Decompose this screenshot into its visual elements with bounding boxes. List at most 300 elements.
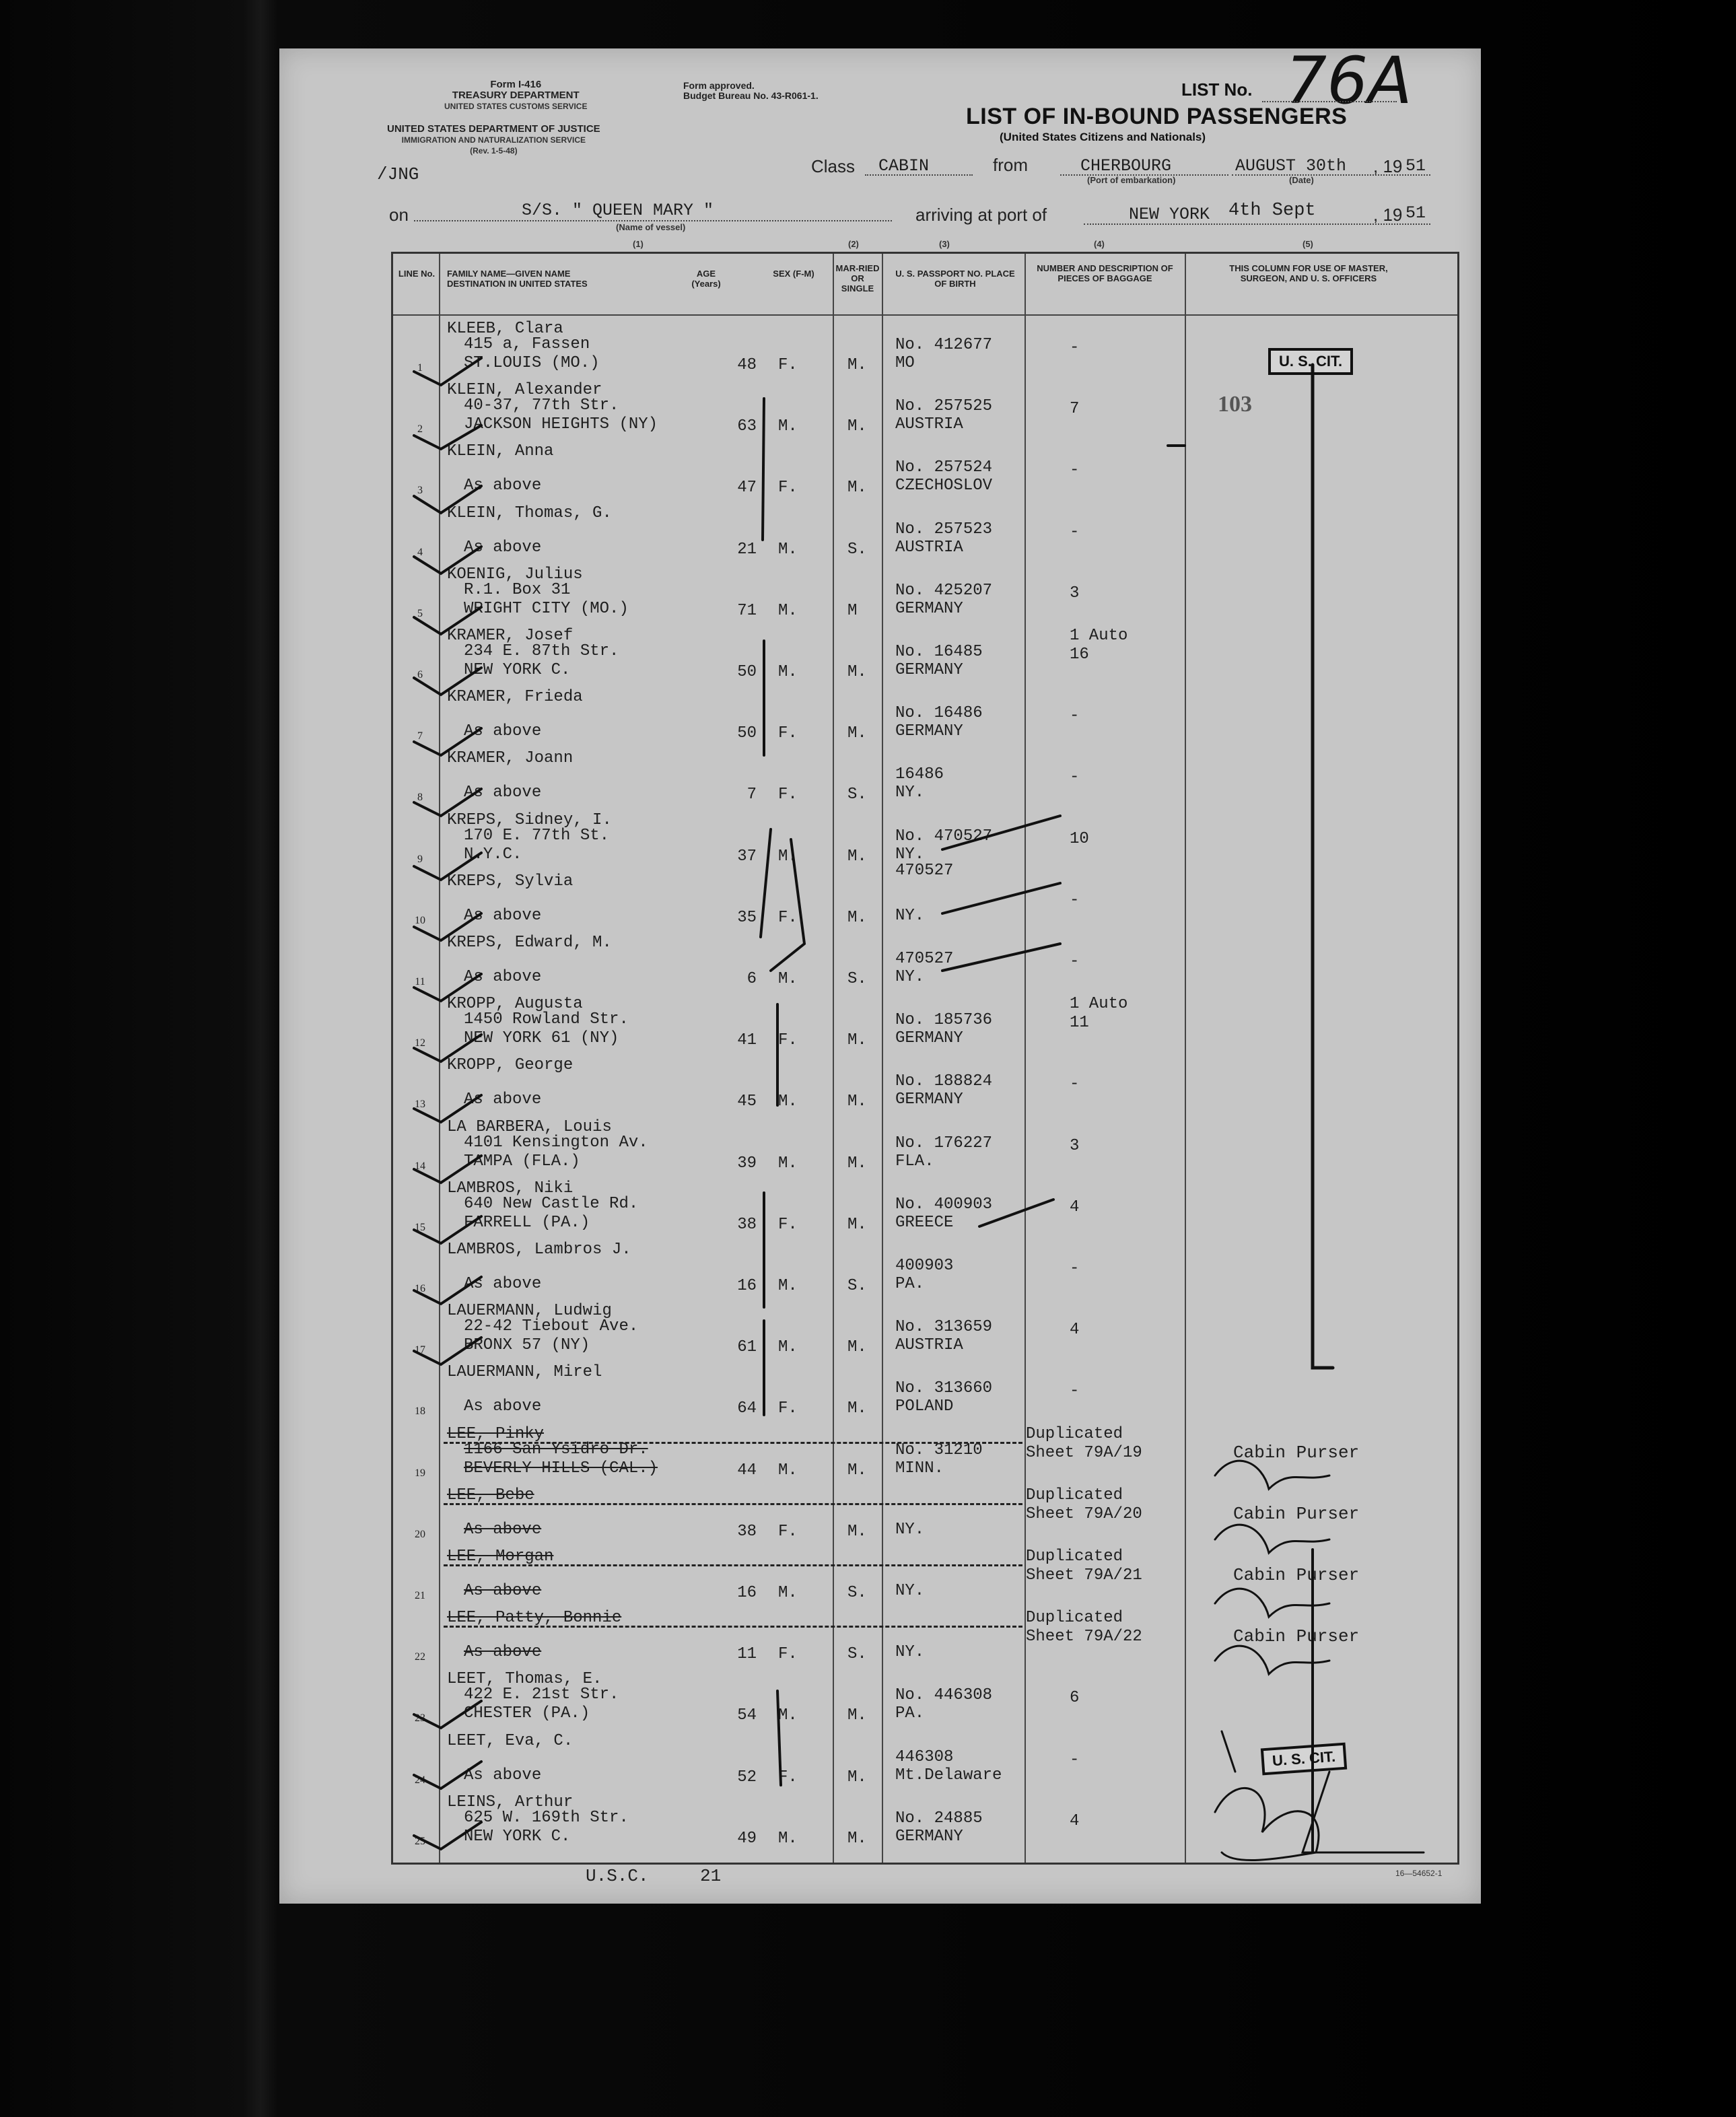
- baggage-line-2: -: [1070, 1075, 1080, 1094]
- table-row: [393, 809, 1457, 880]
- column-number-3: (3): [939, 239, 950, 249]
- baggage-line-1: Duplicated: [1026, 1609, 1123, 1628]
- age: 47: [737, 479, 757, 497]
- line-number: 18: [415, 1405, 425, 1418]
- marital-status: M.: [847, 1829, 867, 1848]
- sex: M.: [778, 1092, 798, 1111]
- place-of-birth: CZECHOSLOV: [895, 477, 993, 495]
- marital-status: S.: [847, 540, 867, 559]
- passport-number: No. 400903: [895, 1195, 993, 1214]
- line-number: 16: [415, 1283, 425, 1294]
- revision-date: (Rev. 1-5-48): [470, 146, 518, 155]
- baggage-line-2: Sheet 79A/21: [1026, 1566, 1142, 1585]
- place-of-birth: GERMANY: [895, 661, 963, 679]
- passenger-name: LAMBROS, Lambros J.: [447, 1241, 631, 1259]
- passenger-name: KREPS, Edward, M.: [447, 934, 612, 952]
- baggage-line-1: Duplicated: [1026, 1424, 1123, 1443]
- vessel-underline: [414, 220, 892, 221]
- age: 71: [737, 601, 757, 620]
- line-number: 9: [417, 853, 423, 865]
- address-line-2: As above: [464, 1766, 542, 1784]
- place-of-birth: MO: [895, 354, 915, 372]
- address-line-2: As above: [464, 1520, 542, 1539]
- place-of-birth: GERMANY: [895, 722, 963, 741]
- place-of-birth: AUSTRIA: [895, 415, 963, 434]
- age: 39: [737, 1154, 757, 1173]
- form-approved-text: Form approved.: [683, 80, 755, 91]
- passport-number: 16486: [895, 765, 944, 784]
- address-line-2: As above: [464, 906, 542, 925]
- passenger-name: KLEIN, Anna: [447, 442, 554, 461]
- marital-status: S.: [847, 1645, 867, 1664]
- marital-status: M.: [847, 479, 867, 497]
- address-line-1: 625 W. 169th Str.: [464, 1808, 629, 1827]
- passport-number: No. 257523: [895, 520, 993, 539]
- list-number-handwritten: 76A: [1286, 43, 1412, 118]
- marital-status: M.: [847, 847, 867, 866]
- passenger-name: LEET, Eva, C.: [447, 1731, 574, 1750]
- line-number: 10: [415, 914, 425, 926]
- sex: M.: [778, 540, 798, 559]
- marital-status: M.: [847, 1768, 867, 1786]
- place-of-birth: PA.: [895, 1704, 925, 1723]
- address-line-2: As above: [464, 477, 542, 495]
- address-line-2: N.Y.C.: [464, 845, 522, 864]
- age: 38: [737, 1522, 757, 1541]
- baggage-line-2: 3: [1070, 584, 1080, 602]
- marital-status: M.: [847, 1522, 867, 1541]
- arriving-label: arriving at port of: [915, 205, 1047, 225]
- passenger-name: KRAMER, Frieda: [447, 688, 583, 707]
- line-number: 4: [417, 546, 423, 558]
- marital-status: M.: [847, 1399, 867, 1418]
- table-row: [393, 1484, 1457, 1546]
- passenger-name: KROPP, George: [447, 1056, 574, 1075]
- baggage-line-2: -: [1070, 891, 1080, 909]
- list-number-underline: [1262, 101, 1397, 102]
- table-row: [393, 1361, 1457, 1422]
- baggage-line-2: 4: [1070, 1811, 1080, 1830]
- age: 63: [737, 417, 757, 436]
- form-header-left: [444, 79, 587, 112]
- sex: F.: [778, 356, 798, 374]
- sex: F.: [778, 1522, 798, 1541]
- baggage-line-2: 16: [1070, 646, 1089, 664]
- baggage-line-2: 11: [1070, 1014, 1089, 1033]
- age: 37: [737, 847, 757, 866]
- passenger-name: LA BARBERA, Louis: [447, 1117, 612, 1136]
- passenger-table: [391, 252, 1459, 1865]
- age: 35: [737, 908, 757, 927]
- passenger-name: LEE, Pinky: [447, 1424, 545, 1443]
- vessel-name: S/S. " QUEEN MARY ": [522, 201, 714, 220]
- sex: M.: [778, 1461, 798, 1480]
- marital-status: S.: [847, 1584, 867, 1602]
- passport-number: No. 185736: [895, 1011, 993, 1030]
- address-line-1: 234 E. 87th Str.: [464, 642, 619, 660]
- passport-number: No. 257524: [895, 458, 993, 477]
- table-row: [393, 1546, 1457, 1607]
- table-row: [393, 932, 1457, 993]
- col-header-line: LINE No.: [398, 269, 436, 279]
- line-number: 7: [417, 730, 423, 742]
- age: 50: [737, 663, 757, 681]
- marital-status: M.: [847, 663, 867, 681]
- place-of-birth: NY.: [895, 1582, 925, 1600]
- passenger-name: LEE, Patty, Bonnie: [447, 1609, 622, 1628]
- baggage-line-2: -: [1070, 1750, 1080, 1769]
- passport-number: No. 470527: [895, 827, 993, 845]
- line-number: 12: [415, 1037, 425, 1049]
- address-line-2: As above: [464, 1397, 542, 1416]
- purser-note: Cabin Purser: [1233, 1442, 1360, 1463]
- address-line-2: As above: [464, 538, 542, 557]
- table-row: [393, 502, 1457, 563]
- address-line-2: CHESTER (PA.): [464, 1704, 590, 1723]
- us-citizen-stamp-lower: U. S. CIT.: [1261, 1743, 1348, 1776]
- col-header-name: FAMILY NAME—GIVEN NAME DESTINATION IN UNITED STATES: [447, 269, 588, 289]
- sex: F.: [778, 1768, 798, 1786]
- marital-status: M.: [847, 1461, 867, 1480]
- table-row: [393, 1791, 1457, 1852]
- manifest-sheet: [279, 43, 1481, 1904]
- purser-note: Cabin Purser: [1233, 1626, 1360, 1647]
- list-number-label: LIST No.: [1181, 79, 1253, 100]
- address-line-2: JACKSON HEIGHTS (NY): [464, 415, 658, 434]
- table-row: [393, 747, 1457, 808]
- date-caption: (Date): [1289, 175, 1314, 185]
- from-value: CHERBOURG: [1080, 156, 1172, 176]
- line-number: 21: [415, 1590, 425, 1601]
- address-line-2: WRIGHT CITY (MO.): [464, 599, 629, 618]
- marital-status: M.: [847, 1031, 867, 1050]
- sex: F.: [778, 1215, 798, 1234]
- sex: F.: [778, 724, 798, 743]
- marital-status: M.: [847, 908, 867, 927]
- class-value: CABIN: [878, 156, 930, 176]
- passport-number: No. 446308: [895, 1686, 993, 1705]
- address-line-1: 415 a, Fassen: [464, 335, 590, 353]
- address-line-2: As above: [464, 784, 542, 802]
- age: 48: [737, 356, 757, 374]
- address-line-2: As above: [464, 1643, 542, 1662]
- baggage-line-1: Duplicated: [1026, 1486, 1123, 1504]
- address-line-1: R.1. Box 31: [464, 580, 571, 599]
- header-divider: [393, 314, 1457, 316]
- line-number: 23: [415, 1712, 425, 1725]
- marital-status: M.: [847, 1215, 867, 1234]
- age: 38: [737, 1215, 757, 1234]
- passenger-name: KOENIG, Julius: [447, 565, 583, 584]
- baggage-line-2: -: [1070, 952, 1080, 971]
- column-number-2: (2): [848, 239, 859, 249]
- passenger-name: LEET, Thomas, E.: [447, 1670, 602, 1689]
- passport-number: 470527: [895, 950, 954, 968]
- address-line-2: As above: [464, 968, 542, 986]
- marital-status: S.: [847, 786, 867, 804]
- row-strike-line: [444, 1564, 1022, 1566]
- sex: M.: [778, 1829, 798, 1848]
- passenger-name: KREPS, Sidney, I.: [447, 810, 612, 829]
- document-title: LIST OF IN-BOUND PASSENGERS: [966, 104, 1348, 129]
- age: 64: [737, 1399, 757, 1418]
- sex: F.: [778, 1399, 798, 1418]
- table-row: [393, 563, 1457, 625]
- passenger-name: KRAMER, Josef: [447, 627, 574, 645]
- row-strike-line: [444, 1503, 1022, 1505]
- age: 11: [737, 1645, 757, 1664]
- line-number: 5: [417, 607, 423, 619]
- vessel-caption: (Name of vessel): [616, 222, 686, 232]
- place-of-birth: NY.: [895, 845, 925, 864]
- passport-number: 400903: [895, 1257, 954, 1275]
- doj-header: [387, 124, 600, 156]
- line-number: 15: [415, 1221, 425, 1233]
- passport-number-correction: 470527: [895, 861, 954, 880]
- sex: M.: [778, 1277, 798, 1295]
- age: 7: [747, 786, 757, 804]
- column-number-5: (5): [1303, 239, 1313, 249]
- passenger-name: LAUERMANN, Mirel: [447, 1363, 602, 1382]
- place-of-birth: GERMANY: [895, 599, 963, 618]
- place-of-birth: POLAND: [895, 1397, 954, 1416]
- table-row: [393, 1054, 1457, 1115]
- customs-name: UNITED STATES CUSTOMS SERVICE: [444, 102, 588, 111]
- baggage-line-2: 7: [1070, 400, 1080, 419]
- baggage-line-2: Sheet 79A/22: [1026, 1628, 1142, 1646]
- line-number: 14: [415, 1160, 425, 1172]
- address-line-2: BRONX 57 (NY): [464, 1336, 590, 1355]
- passport-number: No. 425207: [895, 581, 993, 600]
- sex: F.: [778, 1645, 798, 1664]
- passport-number: No. 257525: [895, 397, 993, 416]
- line-number: 11: [415, 976, 425, 987]
- age: 50: [737, 724, 757, 743]
- passport-number: No. 16486: [895, 704, 983, 723]
- line-number: 25: [415, 1835, 425, 1847]
- marital-status: M.: [847, 1338, 867, 1357]
- age: 6: [747, 970, 757, 988]
- on-label: on: [389, 205, 409, 225]
- sex: M.: [778, 847, 798, 866]
- date-underline: [1232, 174, 1430, 176]
- table-row: [393, 1116, 1457, 1177]
- table-row: [393, 1239, 1457, 1300]
- col-header-officers: THIS COLUMN FOR USE OF MASTER, SURGEON, AND U. S. OFFICERS: [1229, 263, 1388, 283]
- age: 16: [737, 1584, 757, 1602]
- baggage-line-1: 1 Auto: [1070, 627, 1128, 645]
- sex: F.: [778, 908, 798, 927]
- place-of-birth: GERMANY: [895, 1029, 963, 1048]
- dept-name: TREASURY DEPARTMENT: [452, 90, 580, 101]
- purser-note: Cabin Purser: [1233, 1565, 1360, 1585]
- count-stamp: 103: [1218, 392, 1252, 417]
- passenger-name: KRAMER, Joann: [447, 749, 574, 768]
- age: 49: [737, 1829, 757, 1848]
- passenger-name: LAMBROS, Niki: [447, 1179, 574, 1198]
- purser-note: Cabin Purser: [1233, 1503, 1360, 1524]
- address-line-2: TAMPA (FLA.): [464, 1152, 580, 1171]
- table-row: [393, 379, 1457, 440]
- age: 44: [737, 1461, 757, 1480]
- us-citizen-stamp: U. S. CIT.: [1268, 348, 1353, 375]
- address-line-2: FARRELL (PA.): [464, 1213, 590, 1232]
- age: 45: [737, 1092, 757, 1111]
- baggage-line-2: -: [1070, 768, 1080, 787]
- address-line-1: 422 E. 21st Str.: [464, 1686, 619, 1704]
- sex: M.: [778, 663, 798, 681]
- sex: M.: [778, 970, 798, 988]
- age: 54: [737, 1706, 757, 1725]
- baggage-line-2: 10: [1070, 829, 1089, 848]
- arrival-underline: [1084, 223, 1430, 225]
- passport-number: 446308: [895, 1747, 954, 1766]
- budget-bureau-text: Budget Bureau No. 43-R061-1.: [683, 90, 819, 101]
- address-line-2: NEW YORK 61 (NY): [464, 1029, 619, 1048]
- table-row: [393, 1423, 1457, 1484]
- line-number: 3: [417, 485, 423, 497]
- passport-number: No. 412677: [895, 336, 993, 354]
- age: 52: [737, 1768, 757, 1786]
- arrival-date: 4th Sept: [1228, 201, 1316, 221]
- place-of-birth: NY.: [895, 968, 925, 986]
- place-of-birth: AUSTRIA: [895, 538, 963, 557]
- line-number: 24: [415, 1774, 425, 1786]
- age: 61: [737, 1338, 757, 1357]
- passport-number: No. 31210: [895, 1441, 983, 1459]
- address-line-2: As above: [464, 1090, 542, 1109]
- baggage-line-2: -: [1070, 707, 1080, 726]
- table-row: [393, 625, 1457, 686]
- arrival-year: 51: [1405, 203, 1426, 223]
- address-line-1: 1166 San Ysidro Dr.: [464, 1440, 648, 1459]
- form-number: Form I-416: [490, 79, 542, 90]
- address-line-2: NEW YORK C.: [464, 661, 571, 679]
- printer-code: 16—54652-1: [1395, 1869, 1443, 1878]
- place-of-birth: FLA.: [895, 1152, 934, 1171]
- line-number: 22: [415, 1651, 425, 1663]
- arrival-port: NEW YORK: [1129, 205, 1210, 224]
- sex: M.: [778, 417, 798, 436]
- row-strike-line: [444, 1442, 1022, 1444]
- table-row: [393, 1607, 1457, 1668]
- passport-number: No. 313659: [895, 1318, 993, 1337]
- baggage-line-1: Duplicated: [1026, 1548, 1123, 1566]
- place-of-birth: NY.: [895, 1643, 925, 1662]
- sex: F.: [778, 1031, 798, 1050]
- usc-label: U.S.C.: [586, 1866, 649, 1886]
- age: 41: [737, 1031, 757, 1050]
- usc-number: 21: [700, 1866, 722, 1886]
- from-label: from: [993, 155, 1028, 175]
- place-of-birth: GERMANY: [895, 1827, 963, 1846]
- baggage-line-2: Sheet 79A/20: [1026, 1504, 1142, 1523]
- table-row: [393, 1668, 1457, 1729]
- baggage-line-2: Sheet 79A/19: [1026, 1443, 1142, 1462]
- sex: M.: [778, 1706, 798, 1725]
- place-of-birth: NY.: [895, 784, 925, 802]
- sex: M.: [778, 1338, 798, 1357]
- passenger-name: KREPS, Sylvia: [447, 872, 574, 891]
- age: 21: [737, 540, 757, 559]
- class-label: Class: [811, 156, 856, 176]
- clerk-initials: /JNG: [377, 164, 419, 184]
- table-row: [393, 1177, 1457, 1239]
- sex: M.: [778, 1584, 798, 1602]
- baggage-line-2: -: [1070, 461, 1080, 480]
- departure-year: 51: [1405, 156, 1426, 176]
- baggage-line-2: -: [1070, 1382, 1080, 1401]
- passenger-name: LEE, Bebe: [447, 1486, 534, 1504]
- marital-status: S.: [847, 970, 867, 988]
- age: 16: [737, 1277, 757, 1295]
- address-line-2: As above: [464, 1582, 542, 1600]
- line-number: 1: [417, 362, 423, 374]
- departure-year-prefix: , 19: [1373, 156, 1403, 176]
- ins-name: IMMIGRATION AND NATURALIZATION SERVICE: [401, 135, 586, 145]
- marital-status: M.: [847, 1706, 867, 1725]
- baggage-line-2: -: [1070, 339, 1080, 357]
- address-line-1: 22-42 Tiebout Ave.: [464, 1317, 639, 1336]
- line-number: 17: [415, 1344, 425, 1356]
- passenger-name: LEE, Morgan: [447, 1548, 554, 1566]
- marital-status: M: [847, 601, 858, 620]
- passport-number: No. 313660: [895, 1379, 993, 1398]
- place-of-birth: Mt.Delaware: [895, 1766, 1002, 1784]
- document-subtitle: (United States Citizens and Nationals): [1000, 131, 1206, 143]
- place-of-birth: MINN.: [895, 1459, 944, 1478]
- address-line-2: NEW YORK C.: [464, 1827, 571, 1846]
- passport-number: No. 188824: [895, 1072, 993, 1091]
- col-header-age: AGE (Years): [691, 269, 721, 289]
- address-line-2: ST.LOUIS (MO.): [464, 354, 600, 372]
- col-header-baggage: NUMBER AND DESCRIPTION OF PIECES OF BAGGAGE: [1037, 263, 1173, 283]
- place-of-birth: PA.: [895, 1275, 925, 1293]
- line-number: 13: [415, 1099, 425, 1111]
- baggage-line-2: 4: [1070, 1321, 1080, 1340]
- passenger-name: KROPP, Augusta: [447, 995, 583, 1014]
- table-row: [393, 1300, 1457, 1361]
- address-line-1: 1450 Rowland Str.: [464, 1010, 629, 1029]
- place-of-birth: AUSTRIA: [895, 1336, 963, 1355]
- marital-status: M.: [847, 356, 867, 374]
- address-line-1: 170 E. 77th St.: [464, 826, 610, 845]
- address-line-2: As above: [464, 722, 542, 741]
- place-of-birth: GERMANY: [895, 1090, 963, 1109]
- marital-status: M.: [847, 1154, 867, 1173]
- passenger-name: KLEIN, Thomas, G.: [447, 504, 612, 522]
- column-number-4: (4): [1094, 239, 1105, 249]
- sex: F.: [778, 786, 798, 804]
- baggage-line-1: 1 Auto: [1070, 995, 1128, 1014]
- line-number: 8: [417, 792, 423, 804]
- baggage-line-2: -: [1070, 522, 1080, 541]
- passport-number: No. 176227: [895, 1134, 993, 1152]
- line-number: 20: [415, 1528, 425, 1540]
- col-header-sex: SEX (F-M): [773, 269, 814, 279]
- row-strike-line: [444, 1626, 1022, 1628]
- line-number: 19: [415, 1467, 425, 1479]
- address-line-1: 40-37, 77th Str.: [464, 396, 619, 415]
- table-row: [393, 870, 1457, 932]
- arrival-year-prefix: , 19: [1373, 205, 1403, 225]
- marital-status: M.: [847, 724, 867, 743]
- baggage-line-2: 3: [1070, 1136, 1080, 1155]
- sex: F.: [778, 479, 798, 497]
- departure-date: AUGUST 30th: [1235, 156, 1347, 176]
- passenger-name: LAUERMANN, Ludwig: [447, 1302, 612, 1321]
- place-of-birth: NY.: [895, 1520, 925, 1539]
